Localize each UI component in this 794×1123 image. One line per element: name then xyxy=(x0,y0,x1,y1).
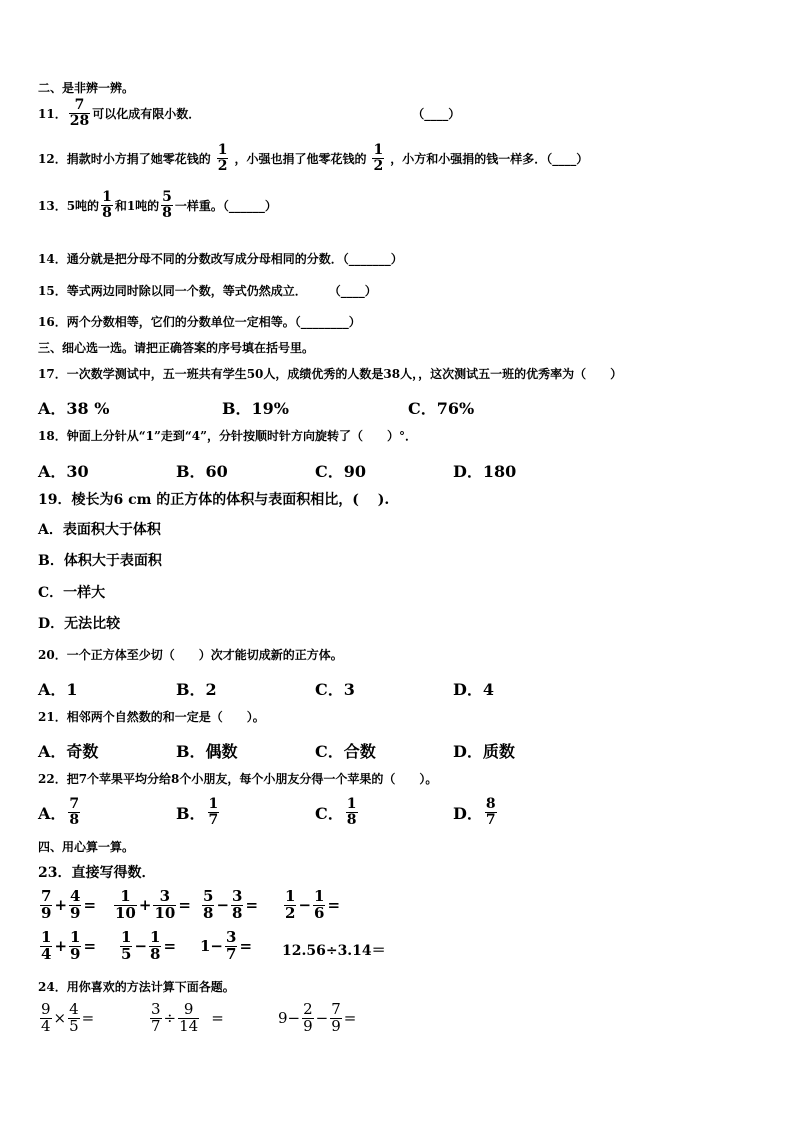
expression: 1− $\frac{3}{7}$ = xyxy=(200,928,253,963)
option-b[interactable]: B．2 xyxy=(176,680,217,699)
option-b[interactable]: B．19% xyxy=(222,399,289,418)
option-c[interactable]: C．76% xyxy=(408,399,475,418)
fraction: $\frac{1}{7}$ xyxy=(208,796,219,828)
section-4-title: 四、用心算一算。 xyxy=(38,840,135,854)
expression: $\frac{5}{8}$ − $\frac{3}{8}$ = xyxy=(203,887,259,922)
question-17: 17． 一次数学测试中，五一班共有学生50人，成绩优秀的人数是38人，，这次测试五一班的优秀率为（ ） xyxy=(38,367,623,381)
question-19: 19． 棱长为6 cm 的正方体的体积与表面积相比，( ). xyxy=(38,492,390,508)
option-c[interactable]: C．合数 xyxy=(315,742,376,761)
fraction: $\frac{1}{9}$ xyxy=(70,928,81,963)
section-2-title: 二、是非辨一辨。 xyxy=(38,81,135,95)
option-d[interactable]: D．无法比较 xyxy=(38,616,121,632)
fraction: $\frac{3}{8}$ xyxy=(232,887,243,922)
fraction: $\frac{8}{7}$ xyxy=(485,796,496,828)
fraction: $\frac{4}{9}$ xyxy=(70,887,81,922)
option-b[interactable]: B．偶数 xyxy=(176,742,238,761)
fraction: $\frac{9}{4}$ xyxy=(41,1000,51,1035)
fraction: $\frac{7}{8}$ xyxy=(69,796,80,828)
expression: 12.56÷3.14＝ xyxy=(282,943,386,959)
option-a[interactable]: A．表面积大于体积 xyxy=(38,522,161,538)
fraction: $\frac{2}{9}$ xyxy=(303,1000,313,1035)
option-c[interactable]: C．3 xyxy=(315,680,355,699)
expression: $\frac{1}{5}$ − $\frac{1}{8}$ = xyxy=(121,928,177,963)
fraction: $\frac{1}{8}$ xyxy=(150,928,161,963)
option-c[interactable]: C． $\frac{1}{8}$ xyxy=(315,796,357,828)
option-b[interactable]: B． $\frac{1}{7}$ xyxy=(176,796,219,828)
question-12: 12． 捐款时小方捐了她零花钱的 $\frac{1}{2}$ ，小强也捐了他零花钱的 $\frac{1}{2}$ ，小方和小强捐的钱一样多．（____） xyxy=(38,142,589,174)
fraction: $\frac{1}{10}$ xyxy=(115,887,136,922)
fraction: $\frac{1}{2}$ xyxy=(373,142,384,174)
section-3-title: 三、细心选一选。请把正确答案的序号填在括号里。 xyxy=(38,341,315,355)
option-a[interactable]: A．38 % xyxy=(38,399,110,418)
question-24: 24． 用你喜欢的方法计算下面各题。 xyxy=(38,980,235,994)
fraction: $\frac{9}{14}$ xyxy=(179,1000,199,1035)
fraction: $\frac{1}{2}$ xyxy=(285,887,296,922)
option-c[interactable]: C．一样大 xyxy=(38,585,106,601)
question-21: 21． 相邻两个自然数的和一定是（ ）。 xyxy=(38,710,265,724)
option-d[interactable]: D．180 xyxy=(453,462,517,481)
option-c[interactable]: C．90 xyxy=(315,462,367,481)
question-15: 15． 等式两边同时除以同一个数，等式仍然成立． （____） xyxy=(38,284,377,298)
question-23: 23． 直接写得数． xyxy=(38,865,156,881)
answer-blank[interactable]: （____） xyxy=(412,106,461,121)
option-a[interactable]: A．30 xyxy=(38,462,89,481)
expression: $\frac{3}{7}$ ÷ $\frac{9}{14}$ = xyxy=(151,1000,224,1035)
question-18: 18． 钟面上分针从“1”走到“4”，分针按顺时针方向旋转了（ ）°． xyxy=(38,429,418,443)
fraction: $\frac{7}{9}$ xyxy=(331,1000,341,1035)
fraction: $\frac{1}{8}$ xyxy=(346,796,357,828)
fraction: $\frac{7}{9}$ xyxy=(41,887,52,922)
fraction: $\frac{5}{8}$ xyxy=(162,189,172,221)
fraction: $\frac{3}{10}$ xyxy=(154,887,176,922)
expression: $\frac{1}{4}$ + $\frac{1}{9}$ = xyxy=(41,928,97,963)
fraction: $\frac{5}{8}$ xyxy=(203,887,214,922)
fraction: $\frac{1}{6}$ xyxy=(314,887,325,922)
fraction: $\frac{1}{5}$ xyxy=(121,928,132,963)
expression: $\frac{9}{4}$ × $\frac{4}{5}$ = xyxy=(41,1000,95,1035)
question-14: 14． 通分就是把分母不同的分数改写成分母相同的分数．（_______） xyxy=(38,252,403,266)
question-22: 22． 把7个苹果平均分给8个小朋友，每个小朋友分得一个苹果的（ ）。 xyxy=(38,772,438,786)
fraction: $\frac{1}{2}$ xyxy=(217,142,228,174)
fraction: $\frac{4}{5}$ xyxy=(69,1000,79,1035)
option-d[interactable]: D． $\frac{8}{7}$ xyxy=(453,796,496,828)
expression: 9− $\frac{2}{9}$ − $\frac{7}{9}$ = xyxy=(278,1000,357,1035)
option-a[interactable]: A．奇数 xyxy=(38,742,99,761)
option-a[interactable]: A．1 xyxy=(38,680,78,699)
question-11: 11． $\frac{7}{28}$ 可以化成有限小数． （____） xyxy=(38,97,461,129)
expression: $\frac{1}{2}$ − $\frac{1}{6}$ = xyxy=(285,887,341,922)
fraction: $\frac{3}{7}$ xyxy=(151,1000,161,1035)
option-a[interactable]: A． $\frac{7}{8}$ xyxy=(38,796,80,828)
option-d[interactable]: D．4 xyxy=(453,680,495,699)
option-d[interactable]: D．质数 xyxy=(453,742,515,761)
fraction: $\frac{3}{7}$ xyxy=(226,928,237,963)
option-b[interactable]: B．体积大于表面积 xyxy=(38,553,162,569)
option-b[interactable]: B．60 xyxy=(176,462,228,481)
question-20: 20． 一个正方体至少切（ ）次才能切成新的正方体。 xyxy=(38,648,343,662)
fraction: $\frac{7}{28}$ xyxy=(69,97,90,129)
fraction: $\frac{1}{8}$ xyxy=(102,189,112,221)
expression: $\frac{1}{10}$ + $\frac{3}{10}$ = xyxy=(115,887,191,922)
question-16: 16． 两个分数相等，它们的分数单位一定相等。（________） xyxy=(38,315,361,329)
fraction: $\frac{1}{4}$ xyxy=(41,928,52,963)
answer-blank[interactable]: （____） xyxy=(328,284,377,298)
expression: $\frac{7}{9}$ + $\frac{4}{9}$ = xyxy=(41,887,97,922)
question-13: 13． 5吨的 $\frac{1}{8}$ 和1吨的 $\frac{5}{8}$ 一样重。（______） xyxy=(38,189,277,221)
